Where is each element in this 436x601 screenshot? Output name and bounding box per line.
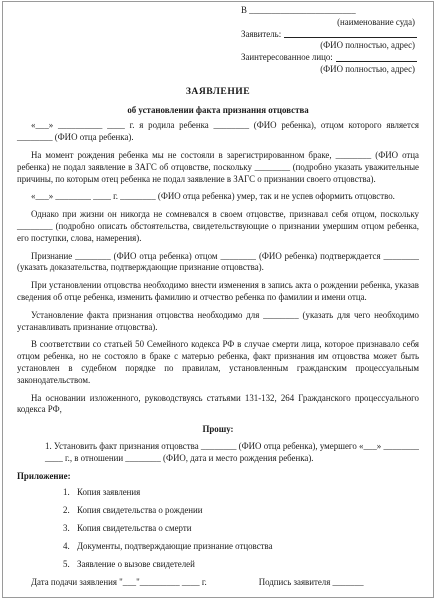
interested-party-caption: (ФИО полностью, адрес) xyxy=(320,63,415,74)
court-line-text: В ________________________ xyxy=(241,5,356,15)
attachment-item: 5. Заявление о вызове свидетелей xyxy=(63,559,195,570)
paragraph-no-marriage: На момент рождения ребенка мы не состояли в зарегистрированном браке, ________ (ФИО отца ребенка) не подал заявление в ЗАГС об отцовстве, поскольку ________ (подробно указать уважительные причины, по которым отец ребенка не подал заявление в ЗАГС о признании своего отцовства). xyxy=(17,149,419,184)
document-subtitle: об установлении факта признания отцовства xyxy=(127,104,309,115)
attachment-item: 1. Копия заявления xyxy=(63,487,141,498)
paragraph-record-changes: При установлении отцовства необходимо внести изменения в запись акта о рождении ребенка, указав сведения об отце ребенка, изменить фамилию и отчество ребенка по фамилии и имени отца. xyxy=(17,280,419,302)
paragraph-legal-basis: В соответствии со статьей 50 Семейного кодекса РФ в случае смерти лица, которое признавало себя отцом ребенка, но не состояло в браке с матерью ребенка, факт признания им отцовства может быть установлен в судебном порядке по правилам, установленным гражданским процессуальным законодательством. xyxy=(17,339,419,385)
signature-label: Подпись заявителя _______ xyxy=(258,577,364,588)
attachment-item: 3. Копия свидетельства о смерти xyxy=(63,523,192,534)
paragraph-evidence: Признание ________ (ФИО отца ребенка) отцом ________ (ФИО ребенка) подтверждается ________ (указать доказательства, подтверждающие признание отцовства). xyxy=(17,250,419,273)
court-caption: (наименование суда) xyxy=(337,16,415,27)
attachments-heading: Приложение: xyxy=(17,470,71,481)
applicant-caption: (ФИО полностью, адрес) xyxy=(320,40,415,51)
document-title: ЗАЯВЛЕНИЕ xyxy=(185,85,251,97)
paragraph-grounds: На основании изложенного, руководствуясь статьями 131-132, 264 Гражданского процессуального кодекса РФ, xyxy=(17,392,419,415)
paragraph-birth: «___» __________ ____ г. я родила ребенка ________ (ФИО ребенка), отцом которого является ________ (ФИО отца ребенка). xyxy=(17,120,419,143)
applicant-line: Заявитель: xyxy=(241,29,419,41)
court-line xyxy=(241,5,419,17)
paragraph-purpose: Установление факта признания отцовства необходимо для ________ (указать для чего необходимо устанавливать признание отцовства). xyxy=(17,309,419,332)
request-heading: Прошу: xyxy=(202,424,234,435)
interested-party-line: Заинтересованное лицо: xyxy=(241,52,419,64)
document-page xyxy=(2,1,434,598)
attachment-item: 4. Документы, подтверждающие признание отцовства xyxy=(63,541,273,552)
paragraph-recognition: Однако при жизни он никогда не сомневался в своем отцовстве, признавал себя отцом, поскольку ________ (подробно описать обстоятельства, свидетельствующие о признании умершим отцом ребенка, его поступки, слова, намерения). xyxy=(17,209,419,243)
court-header xyxy=(241,5,419,76)
paragraph-death: «___» ________ ____ г. ________ (ФИО отца ребенка) умер, так и не успев оформить отцовство. xyxy=(31,191,395,202)
attachment-item: 2. Копия свидетельства о рождении xyxy=(63,505,203,516)
footer-line xyxy=(31,577,419,589)
request-item: 1. Установить факт признания отцовства ________ (ФИО отца ребенка), умершего «___» ________ ____ г., в отношении ________ (ФИО, дата и место рождения ребенка). xyxy=(45,440,419,463)
filing-date-label: Дата подачи заявления "___"_________ ____ г. xyxy=(31,577,207,588)
